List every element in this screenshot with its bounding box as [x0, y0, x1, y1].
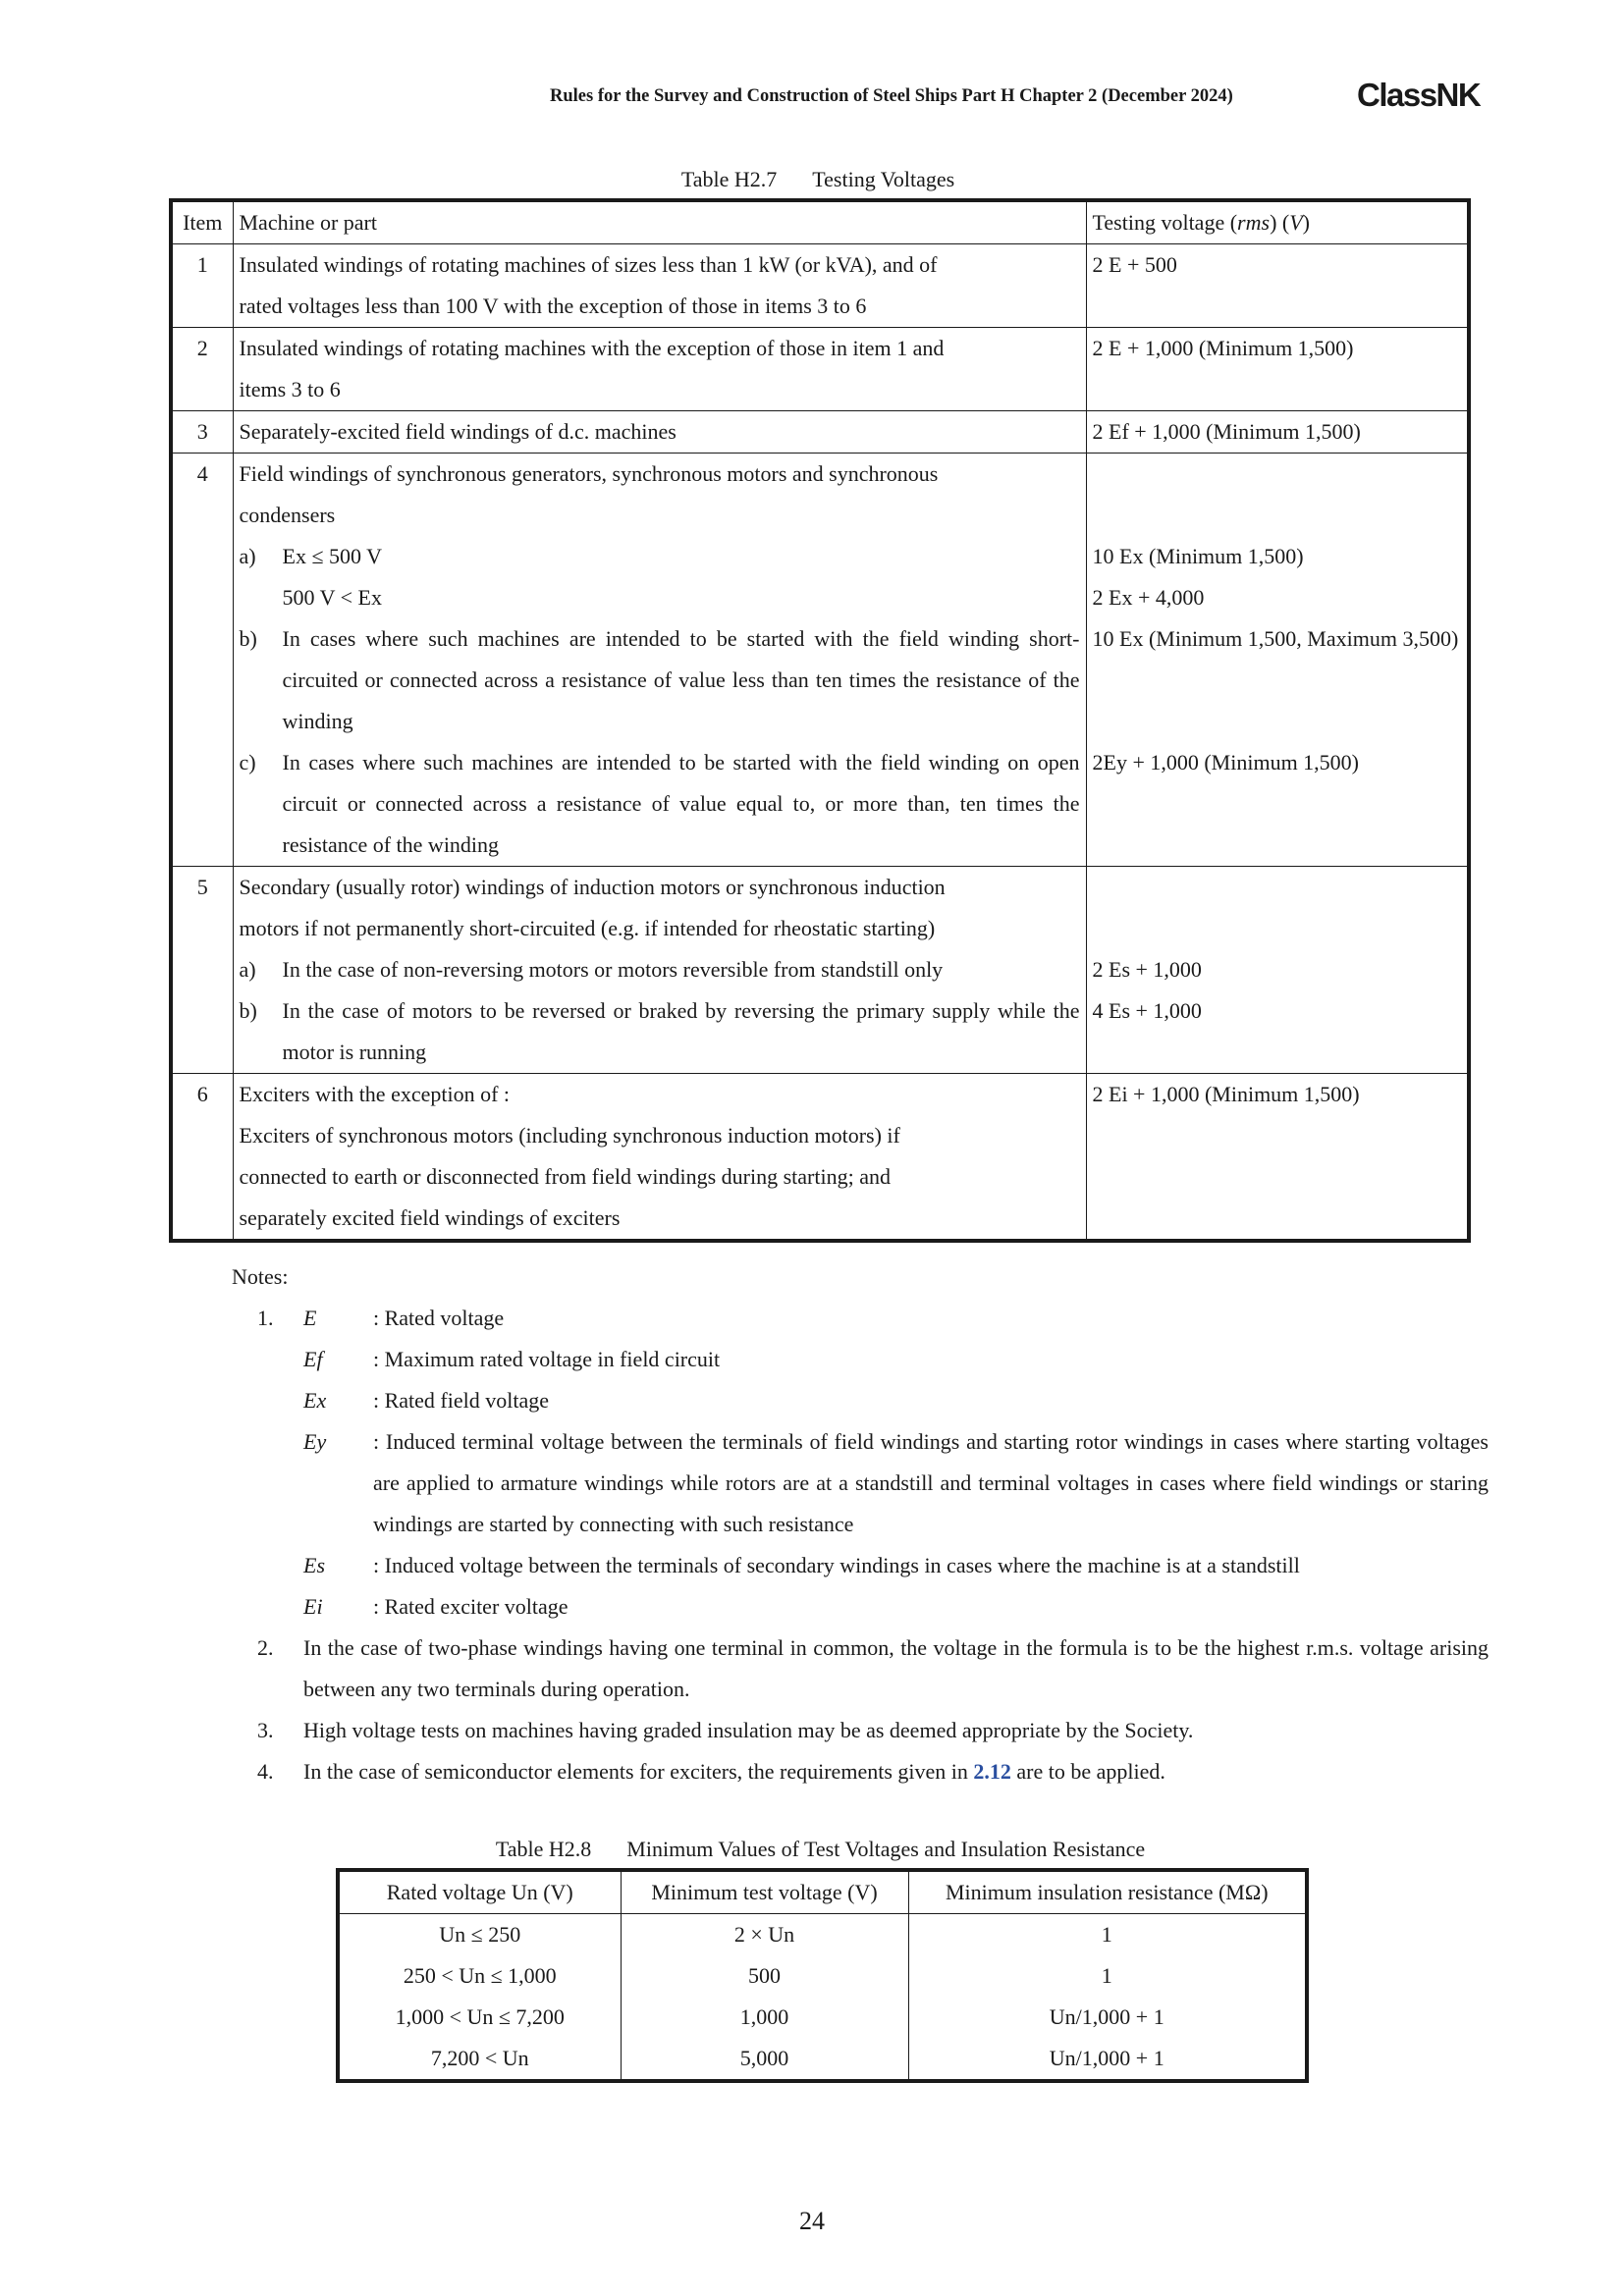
voltage-b: 10 Ex (Minimum 1,500, Maximum 3,500) [1092, 626, 1459, 651]
voltage-b: 4 Es + 1,000 [1092, 998, 1202, 1023]
part-text: condensers [239, 503, 336, 527]
note-3: 3. High voltage tests on machines having graded insulation may be as deemed appropriate by the Society. [257, 1718, 1194, 1742]
sub-item-a-line2: 500 V < Ex [282, 585, 382, 610]
col-header-min-insulation: Minimum insulation resistance (MΩ) [908, 1870, 1307, 1914]
col-header-part: Machine or part [233, 200, 1086, 244]
section-link[interactable]: 2.12 [973, 1759, 1011, 1784]
table-cell: Un/1,000 + 1 [908, 2038, 1307, 2081]
table-row [171, 867, 1469, 1074]
page-number: 24 [799, 2207, 825, 2235]
table-row [171, 244, 1469, 328]
table-cell: Un ≤ 250 [338, 1914, 621, 1956]
table-row [338, 1997, 1307, 2038]
voltage-a: 2 Es + 1,000 [1092, 957, 1202, 982]
table-cell: 1,000 [621, 1997, 908, 2038]
col-header-min-test-voltage: Minimum test voltage (V) [621, 1870, 908, 1914]
table-h27-id: Table H2.7 [680, 167, 778, 191]
page-header [550, 77, 1481, 116]
part-text: Secondary (usually rotor) windings of induction motors or synchronous induction [239, 875, 946, 899]
part-text: Exciters of synchronous motors (including synchronous induction motors) if [239, 1123, 900, 1148]
table-cell: 1 [908, 1955, 1307, 1997]
col-header-rated-voltage: Rated voltage Un (V) [338, 1870, 621, 1914]
table-h28-id: Table H2.8 [495, 1837, 592, 1861]
item-number: 5 [171, 867, 233, 1074]
voltage-a1: 10 Ex (Minimum 1,500) [1092, 544, 1304, 568]
testing-voltage-cell: 2 Ei + 1,000 (Minimum 1,500) [1086, 1074, 1469, 1242]
testing-voltage-cell [1086, 454, 1469, 867]
table-cell: 7,200 < Un [338, 2038, 621, 2081]
part-text: Insulated windings of rotating machines of sizes less than 1 kW (or kVA), and of [239, 252, 938, 277]
definition: Es : Induced voltage between the terminals of secondary windings in cases where the machine is at a standstill [303, 1553, 1300, 1577]
table-cell: 1 [908, 1914, 1307, 1956]
item-number: 1 [171, 244, 233, 328]
note-4: 4. In the case of semiconductor elements for exciters, the requirements given in 2.12 are to be applied. [257, 1759, 1165, 1784]
table-h28-caption [336, 1837, 1305, 1862]
part-text: rated voltages less than 100 V with the exception of those in items 3 to 6 [239, 294, 867, 318]
table-cell: 500 [621, 1955, 908, 1997]
part-text: items 3 to 6 [239, 377, 341, 401]
notes [232, 1256, 1489, 1792]
definition: Ey : Induced terminal voltage between the terminals of field windings and starting rotor windings in cases where starting voltages are applied to armature windings while rotors are at a standstill and terminal voltages in cases where field windings or staring windings are started by connecting with such resistance [303, 1429, 1489, 1536]
definition: Ex : Rated field voltage [303, 1388, 549, 1413]
item-number: 3 [171, 411, 233, 454]
definition: Ei : Rated exciter voltage [303, 1594, 568, 1619]
classnk-logo: ClassNK [1357, 77, 1481, 113]
machine-part-cell: Separately-excited field windings of d.c. machines [233, 411, 1086, 454]
table-row [171, 454, 1469, 867]
part-text: Field windings of synchronous generators, synchronous motors and synchronous [239, 461, 939, 486]
table-cell: 1,000 < Un ≤ 7,200 [338, 1997, 621, 2038]
machine-part-cell [233, 454, 1086, 867]
note-2: 2. In the case of two-phase windings having one terminal in common, the voltage in the formula is to be the highest r.m.s. voltage arising between any two terminals during operation. [257, 1635, 1489, 1701]
part-text: separately excited field windings of exciters [239, 1205, 621, 1230]
item-number: 6 [171, 1074, 233, 1242]
table-row [338, 1914, 1307, 1956]
table-h27-title: Testing Voltages [812, 167, 955, 191]
table-header-row [171, 200, 1469, 244]
table-h28 [336, 1868, 1309, 2083]
table-h27 [169, 198, 1471, 1243]
sub-item-b: b) In cases where such machines are intended to be started with the field winding short-circuited or connected across a resistance of value less than ten times the resistance of the winding [239, 626, 1080, 733]
sub-item-a: a) Ex ≤ 500 V [239, 544, 383, 568]
sub-item-a: a) In the case of non-reversing motors or motors reversible from standstill only [239, 957, 944, 982]
item-number: 2 [171, 328, 233, 411]
note-1: 1. E : Rated voltage Ef : Maximum rated voltage in field circuit Ex : Rated field voltage Ey : Induced terminal voltage between the terminals of field windings and starting rotor windings in cases where starting voltages are applied to armature windings while rotors are at a standstill and terminal voltages in cases where field windings or staring windings are started by connecting with such resistance Es : Induced voltage between the terminals of secondary windings in cases where the machine is at a standstill Ei : Rated exciter voltage [232, 1298, 1489, 1628]
notes-heading: Notes: [232, 1264, 289, 1289]
part-text: connected to earth or disconnected from field windings during starting; and [239, 1164, 891, 1189]
sub-item-b: b) In the case of motors to be reversed or braked by reversing the primary supply while the motor is running [239, 998, 1080, 1064]
table-cell: 5,000 [621, 2038, 908, 2081]
machine-part-cell [233, 867, 1086, 1074]
table-row [171, 328, 1469, 411]
machine-part-cell [233, 244, 1086, 328]
testing-voltage-cell: 2 E + 1,000 (Minimum 1,500) [1086, 328, 1469, 411]
testing-voltage-cell: 2 Ef + 1,000 (Minimum 1,500) [1086, 411, 1469, 454]
table-row [171, 411, 1469, 454]
part-text: motors if not permanently short-circuited (e.g. if intended for rheostatic starting) [239, 916, 936, 940]
table-h27-caption [169, 167, 1467, 192]
testing-voltage-cell [1086, 867, 1469, 1074]
machine-part-cell [233, 328, 1086, 411]
table-header-row [338, 1870, 1307, 1914]
table-cell: 2 × Un [621, 1914, 908, 1956]
part-text: Exciters with the exception of : [239, 1082, 511, 1106]
voltage-c: 2Ey + 1,000 (Minimum 1,500) [1092, 750, 1360, 774]
definition: E : Rated voltage [303, 1306, 505, 1330]
table-cell: 250 < Un ≤ 1,000 [338, 1955, 621, 1997]
definition: Ef : Maximum rated voltage in field circuit [303, 1347, 721, 1371]
header-title: Rules for the Survey and Construction of Steel Ships Part H Chapter 2 (December 2024) [550, 86, 1233, 106]
voltage-a2: 2 Ex + 4,000 [1092, 585, 1205, 610]
item-number: 4 [171, 454, 233, 867]
table-row [338, 1955, 1307, 1997]
table-row [338, 2038, 1307, 2081]
table-row [171, 1074, 1469, 1242]
machine-part-cell [233, 1074, 1086, 1242]
part-text: Insulated windings of rotating machines with the exception of those in item 1 and [239, 336, 945, 360]
sub-item-c: c) In cases where such machines are intended to be started with the field winding on open circuit or connected across a resistance of value equal to, or more than, ten times the resistance of the winding [239, 750, 1080, 857]
table-cell: Un/1,000 + 1 [908, 1997, 1307, 2038]
table-h28-title: Minimum Values of Test Voltages and Insulation Resistance [626, 1837, 1146, 1861]
testing-voltage-cell: 2 E + 500 [1086, 244, 1469, 328]
col-header-item: Item [171, 200, 233, 244]
col-header-voltage: Testing voltage (rms) (V) [1086, 200, 1469, 244]
